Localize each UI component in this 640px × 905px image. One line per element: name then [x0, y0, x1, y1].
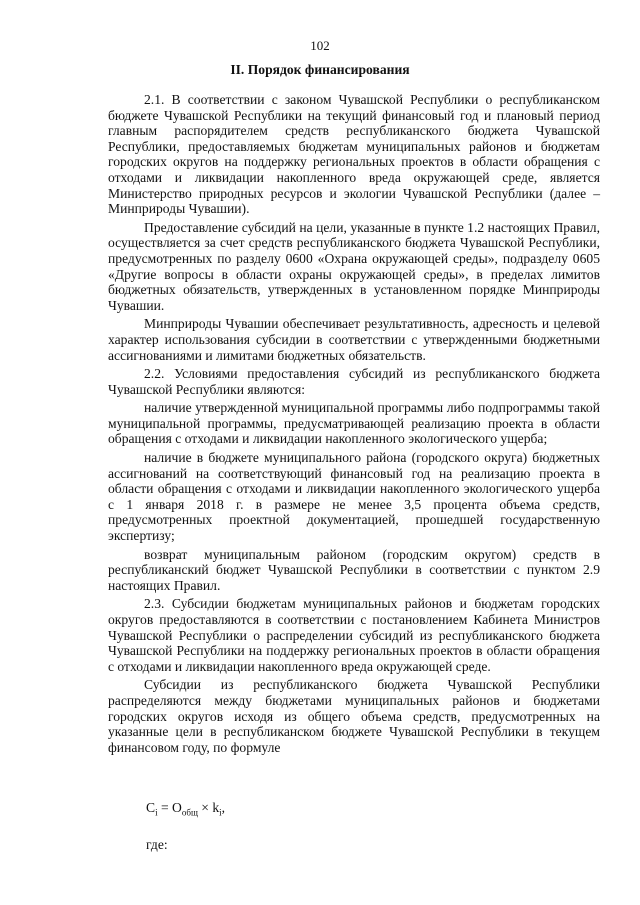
formula-o-sub: общ	[181, 807, 198, 818]
where-label: где:	[146, 837, 168, 852]
paragraph: наличие утвержденной муниципальной программы либо подпрограммы такой муниципальной программы, предусматривающей реализацию проекта в области обращения с отходами и ликвидации накопленного экологического ущерба;	[108, 400, 600, 447]
formula-lhs-sub: i	[155, 807, 158, 818]
page-number: 102	[310, 38, 330, 53]
paragraph: Минприроды Чувашии обеспечивает результативность, адресность и целевой характер использования субсидии в соответствии с утвержденными бюджетными ассигнованиями и лимитами бюджетных обязательств.	[108, 316, 600, 363]
formula	[146, 800, 225, 818]
paragraph: Субсидии из республиканского бюджета Чувашской Республики распределяются между бюджетами муниципальных районов и бюджетами городских округов исходя из общего объема средств, предусмотренных на указанные цели в республиканском бюджете Чувашской Республики в текущем финансовом году, по формуле	[108, 677, 600, 755]
paragraph: 2.3. Субсидии бюджетам муниципальных районов и бюджетам городских округов предоставляются в соответствии с постановлением Кабинета Министров Чувашской Республики о распределении субсидий из республиканского бюджета Чувашской Республики на поддержку региональных проектов в области обращения с отходами и ликвидации накопленного вреда окружающей среде.	[108, 596, 600, 674]
paragraph: возврат муниципальным районом (городским округом) средств в республиканский бюджет Чувашской Республики в соответствии с пунктом 2.9 настоящих Правил.	[108, 546, 600, 593]
formula-times: × k	[197, 800, 220, 815]
formula-k-sub: i	[219, 807, 222, 818]
document-body	[108, 92, 600, 758]
formula-eq: = O	[157, 800, 182, 815]
paragraph: 2.2. Условиями предоставления субсидий из республиканского бюджета Чувашской Республики являются:	[108, 366, 600, 397]
paragraph: 2.1. В соответствии с законом Чувашской Республики о республиканском бюджете Чувашской Республики на текущий финансовый год и плановый период главным распорядителем средств республиканского бюджета Чувашской Республики, предоставляемых бюджетам муниципальных районов и бюджетам городских округов на поддержку региональных проектов в области обращения с отходами и ликвидации накопленного вреда окружающей среде, является Министерство природных ресурсов и экологии Чувашской Республики (далее – Минприроды Чувашии).	[108, 92, 600, 217]
section-title: II. Порядок финансирования	[230, 62, 410, 77]
formula-tail: ,	[221, 800, 226, 815]
paragraph: Предоставление субсидий на цели, указанные в пункте 1.2 настоящих Правил, осуществляется за счет средств республиканского бюджета Чувашской Республики, предусмотренных по разделу 0600 «Охрана окружающей среды», подразделу 0605 «Другие вопросы в области охраны окружающей среды», в пределах лимитов бюджетных обязательств, утвержденных в установленном порядке Минприроды Чувашии.	[108, 219, 600, 313]
formula-lhs: C	[146, 800, 156, 815]
paragraph: наличие в бюджете муниципального района (городского округа) бюджетных ассигнований на соответствующий финансовый год на реализацию проекта в области обращения с отходами и ликвидации накопленного экологического ущерба с 1 января 2018 г. в размере не менее 3,5 процента объема средств, предусмотренных проектной документацией, прошедшей государственную экспертизу;	[108, 450, 600, 544]
